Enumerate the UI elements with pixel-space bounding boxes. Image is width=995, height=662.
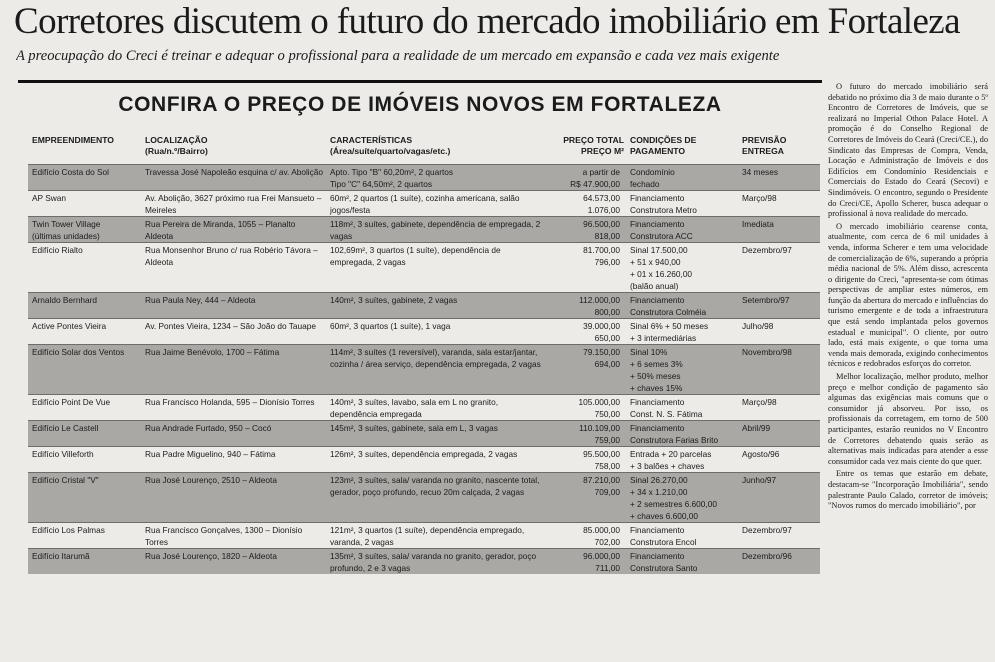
cell-condicoes: Financiamento Construtora Metro	[626, 191, 738, 217]
cell-caracteristicas: 114m², 3 suítes (1 reversível), varanda, sala estar/jantar, cozinha / área serviço, dependência empregada, 2 vagas	[326, 345, 544, 395]
price-table	[28, 135, 820, 574]
cell-preco: 95.500,00 758,00	[544, 447, 626, 473]
price-box	[18, 80, 822, 662]
table-row	[28, 345, 820, 395]
cell-empreendimento: Edifício Solar dos Ventos	[28, 345, 141, 395]
cell-empreendimento: Twin Tower Village (últimas unidades)	[28, 217, 141, 243]
cell-condicoes: Entrada + 20 parcelas + 3 balões + chaves	[626, 447, 738, 473]
cell-empreendimento: Edifício Point De Vue	[28, 395, 141, 421]
cell-caracteristicas: 60m², 3 quartos (1 suíte), 1 vaga	[326, 319, 544, 345]
cell-condicoes: Sinal 26.270,00 + 34 x 1.210,00 + 2 semestres 6.600,00 + chaves 6.600,00	[626, 473, 738, 523]
cell-caracteristicas: 118m², 3 suítes, gabinete, dependência de empregada, 2 vagas	[326, 217, 544, 243]
cell-condicoes: Financiamento Construtora ACC	[626, 217, 738, 243]
table-row	[28, 217, 820, 243]
cell-previsao: Julho/98	[738, 319, 820, 345]
cell-condicoes: Financiamento Const. N. S. Fátima	[626, 395, 738, 421]
cell-empreendimento: Edifício Costa do Sol	[28, 165, 141, 191]
cell-caracteristicas: 140m², 3 suítes, gabinete, 2 vagas	[326, 293, 544, 319]
cell-localizacao: Rua Padre Miguelino, 940 – Fátima	[141, 447, 326, 473]
header-condicoes: CONDIÇÕES DE PAGAMENTO	[630, 135, 697, 156]
cell-preco: 85.000,00 702,00	[544, 523, 626, 549]
article-column	[828, 82, 988, 662]
cell-condicoes: Condomínio fechado	[626, 165, 738, 191]
cell-empreendimento: Edifício Le Castell	[28, 421, 141, 447]
cell-preco: 110.109,00 759,00	[544, 421, 626, 447]
article-paragraph: Entre os temas que estarão em debate, destacam-se "Incorporação Imobiliária", sendo palestrante Paulo Calado, corretor de imóveis; "Novos rumos do mercado imobiliário", por	[828, 469, 988, 511]
cell-empreendimento: Arnaldo Bernhard	[28, 293, 141, 319]
table-header-row	[28, 135, 820, 165]
table-row	[28, 473, 820, 523]
cell-preco: 96.000,00 711,00	[544, 549, 626, 575]
header-preco: PREÇO TOTAL PREÇO M²	[563, 135, 624, 156]
table-row	[28, 395, 820, 421]
header-previsao: PREVISÃO ENTREGA	[742, 135, 787, 156]
headline: Corretores discutem o futuro do mercado imobiliário em Fortaleza	[14, 1, 960, 42]
cell-localizacao: Rua Paula Ney, 444 – Aldeota	[141, 293, 326, 319]
cell-previsao: Novembro/98	[738, 345, 820, 395]
cell-empreendimento: Edifício Villeforth	[28, 447, 141, 473]
price-box-title: CONFIRA O PREÇO DE IMÓVEIS NOVOS EM FORTALEZA	[118, 93, 722, 116]
cell-condicoes: Sinal 6% + 50 meses + 3 intermediárias	[626, 319, 738, 345]
cell-empreendimento: Edifício Los Palmas	[28, 523, 141, 549]
cell-condicoes: Financiamento Construtora Colméia	[626, 293, 738, 319]
cell-previsao: Março/98	[738, 395, 820, 421]
subheadline: A preocupação do Creci é treinar e adequar o profissional para a realidade de um mercado em expansão e cada vez mais exigente	[16, 48, 780, 64]
cell-condicoes: Sinal 17.500,00 + 51 x 940,00 + 01 x 16.260,00 (balão anual)	[626, 243, 738, 293]
cell-previsao: Dezembro/97	[738, 523, 820, 549]
cell-localizacao: Av. Abolição, 3627 próximo rua Frei Mansueto – Meireles	[141, 191, 326, 217]
table-row	[28, 165, 820, 191]
cell-previsao: Dezembro/96	[738, 549, 820, 575]
cell-caracteristicas: Apto. Tipo "B" 60,20m², 2 quartos Tipo "C" 64,50m², 2 quartos	[326, 165, 544, 191]
cell-preco: 105.000,00 750,00	[544, 395, 626, 421]
cell-empreendimento: Edifício Cristal "V"	[28, 473, 141, 523]
cell-preco: 81.700,00 796,00	[544, 243, 626, 293]
table-row	[28, 421, 820, 447]
cell-previsao: Abril/99	[738, 421, 820, 447]
cell-empreendimento: AP Swan	[28, 191, 141, 217]
cell-localizacao: Av. Pontes Vieira, 1234 – São João do Tauape	[141, 319, 326, 345]
cell-previsao: Agosto/96	[738, 447, 820, 473]
cell-caracteristicas: 123m², 3 suítes, sala/ varanda no granito, nascente total, gerador, poço profundo, recuo 20m calçada, 2 vagas	[326, 473, 544, 523]
cell-previsao: Imediata	[738, 217, 820, 243]
cell-preco: 39.000,00 650,00	[544, 319, 626, 345]
cell-caracteristicas: 135m², 3 suítes, sala/ varanda no granito, gerador, poço profundo, 2 e 3 vagas	[326, 549, 544, 575]
cell-preco: a partir de R$ 47.900,00	[544, 165, 626, 191]
cell-preco: 87.210,00 709,00	[544, 473, 626, 523]
cell-caracteristicas: 60m², 2 quartos (1 suíte), cozinha americana, salão jogos/festa	[326, 191, 544, 217]
cell-previsao: Junho/97	[738, 473, 820, 523]
cell-preco: 79.150,00 694,00	[544, 345, 626, 395]
cell-condicoes: Financiamento Construtora Santo	[626, 549, 738, 575]
article-paragraph: Melhor localização, melhor produto, melhor preço e melhor condição de pagamento são algumas das exigências mais comuns que o consumidor já absorveu. Por isso, os profissionais da corretagem, em torno de 500 participantes, estarão reunidos no V Encontro de Corretores debatendo quais serão as alternativas mais indicadas para atender a esse consumidor cada vez mais ciente do que quer.	[828, 372, 988, 466]
table-row	[28, 243, 820, 293]
cell-preco: 112.000,00 800,00	[544, 293, 626, 319]
cell-localizacao: Rua José Lourenço, 1820 – Aldeota	[141, 549, 326, 575]
header-localizacao: LOCALIZAÇÃO (Rua/n.º/Bairro)	[145, 135, 208, 156]
cell-preco: 64.573,00 1.076,00	[544, 191, 626, 217]
article-paragraph: O mercado imobiliário cearense conta, atualmente, com cerca de 6 mil unidades à venda, informa Scherer e tem uma velocidade de comercialização de 6%, superando a própria média nacional de 5%. Além disso, acrescenta o dirigente do Creci, "apresenta-se com ótimas perspectivas de ampliar estes números, em função da abertura do mercado e influências do turismo emergente e de toda a infraestrutura que está sendo implantada pelos governos estadual e municipal". O cliente, por outro lado, está mais exigente, o que torna uma venda mais demorada, exigindo conhecimentos técnicos e redobrados esforços do corretor.	[828, 221, 988, 369]
cell-condicoes: Financiamento Construtora Farias Brito	[626, 421, 738, 447]
cell-previsao: Março/98	[738, 191, 820, 217]
cell-caracteristicas: 126m², 3 suítes, dependência empregada, 2 vagas	[326, 447, 544, 473]
cell-localizacao: Rua José Lourenço, 2510 – Aldeota	[141, 473, 326, 523]
header-caracteristicas: CARACTERÍSTICAS (Área/suíte/quarto/vagas/etc.)	[330, 135, 451, 156]
cell-localizacao: Rua Francisco Gonçalves, 1300 – Dionísio Torres	[141, 523, 326, 549]
article-paragraph: O futuro do mercado imobiliário será debatido no próximo dia 3 de maio durante o 5º Encontro de Corretores de Imóveis, que se realizará no Imperial Othon Palace Hotel. A promoção é do Conselho Regional de Corretores de Imóveis do Ceará (Creci/CE.), do Sindicato das Empresas de Compra, Venda, Locação e Administração de Imóveis e dos Edifícios em Condomínio Residenciais e Comerciais do Estado do Ceará (Secovi) e Sindimóveis. O encontro, segundo o Presidente do Creci/CE, Apollo Scherer, busca adequar o profissional à nova realidade do mercado.	[828, 82, 988, 219]
cell-localizacao: Rua Francisco Holanda, 595 – Dionísio Torres	[141, 395, 326, 421]
cell-localizacao: Rua Monsenhor Bruno c/ rua Robério Távora – Aldeota	[141, 243, 326, 293]
table-row	[28, 191, 820, 217]
cell-previsao: Dezembro/97	[738, 243, 820, 293]
cell-previsao: Setembro/97	[738, 293, 820, 319]
cell-previsao: 34 meses	[738, 165, 820, 191]
cell-localizacao: Travessa José Napoleão esquina c/ av. Abolição	[141, 165, 326, 191]
table-row	[28, 319, 820, 345]
cell-localizacao: Rua Andrade Furtado, 950 – Cocó	[141, 421, 326, 447]
cell-empreendimento: Active Pontes Vieira	[28, 319, 141, 345]
cell-localizacao: Rua Pereira de Miranda, 1055 – Planalto Aldeota	[141, 217, 326, 243]
table-row	[28, 447, 820, 473]
header-empreendimento: EMPREENDIMENTO	[32, 135, 114, 145]
cell-caracteristicas: 121m², 3 quartos (1 suíte), dependência empregado, varanda, 2 vagas	[326, 523, 544, 549]
cell-caracteristicas: 102,69m², 3 quartos (1 suíte), dependência de empregada, 2 vagas	[326, 243, 544, 293]
table-row	[28, 293, 820, 319]
cell-caracteristicas: 145m², 3 suítes, gabinete, sala em L, 3 vagas	[326, 421, 544, 447]
cell-caracteristicas: 140m², 3 suítes, lavabo, sala em L no granito, dependência empregada	[326, 395, 544, 421]
cell-preco: 96.500,00 818,00	[544, 217, 626, 243]
cell-empreendimento: Edifício Rialto	[28, 243, 141, 293]
table-row	[28, 523, 820, 549]
table-row	[28, 549, 820, 575]
cell-condicoes: Sinal 10% + 6 semes 3% + 50% meses + chaves 15%	[626, 345, 738, 395]
cell-empreendimento: Edifício Itarumã	[28, 549, 141, 575]
cell-localizacao: Rua Jaime Benévolo, 1700 – Fátima	[141, 345, 326, 395]
cell-condicoes: Financiamento Construtora Encol	[626, 523, 738, 549]
